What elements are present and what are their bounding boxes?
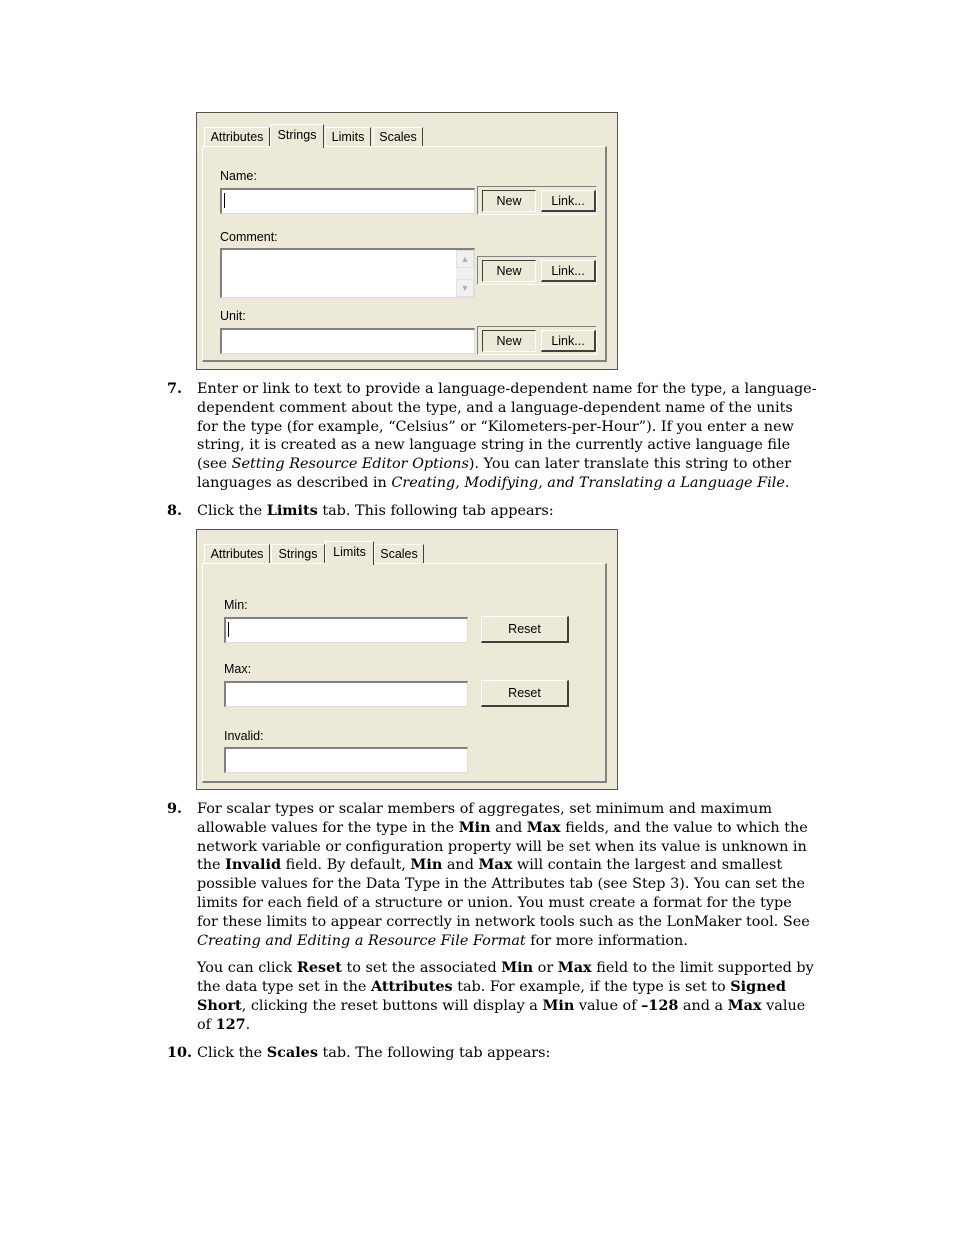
tab-strings[interactable]: Strings bbox=[271, 544, 325, 563]
name-button-group bbox=[477, 186, 597, 215]
paragraph: For scalar types or scalar members of aggregates, set minimum and maximum allowable values for the type in the Min and Max fields, and the value to which the network variable or configuration property will be set when its value is unknown in the Invalid field. By default, Min and Max will contain the largest and smallest possible values for the Data Type in the Attributes tab (see Step 3). You can set the limits for each field of a structure or union. You must create a format for the type for these limits to appear correctly in network tools such as the LonMaker tool. See Creating and Editing a Resource File Format for more information. bbox=[197, 801, 810, 949]
step-text bbox=[197, 800, 817, 1035]
tab-scales[interactable]: Scales bbox=[373, 127, 423, 146]
unit-button-group bbox=[477, 326, 597, 355]
min-label: Min: bbox=[224, 598, 248, 612]
comment-button-group bbox=[477, 256, 597, 285]
step-text: Click the Scales tab. The following tab appears: bbox=[197, 1044, 551, 1061]
name-link-button[interactable]: Link... bbox=[541, 190, 596, 212]
limits-dialog bbox=[196, 529, 618, 790]
name-new-button[interactable]: New bbox=[482, 190, 536, 212]
tab-limits[interactable]: Limits bbox=[325, 541, 374, 565]
invalid-label: Invalid: bbox=[224, 729, 264, 743]
tab-scales[interactable]: Scales bbox=[374, 544, 424, 563]
unit-field[interactable] bbox=[220, 328, 475, 354]
min-reset-button[interactable]: Reset bbox=[481, 616, 569, 643]
unit-link-button[interactable]: Link... bbox=[541, 330, 596, 352]
step-text: Enter or link to text to provide a language-dependent name for the type, a language-dependent comment about the type, and a language-dependent name of the units for the type (for example, “Celsius” or “Kilometers-per-Hour”). If you enter a new string, it is created as a new language string in the currently active language file (see Setting Resource Editor Options). You can later translate this string to other languages as described in Creating, Modifying, and Translating a Language File. bbox=[197, 381, 817, 491]
step-text: Click the Limits tab. This following tab appears: bbox=[197, 502, 554, 519]
text-caret bbox=[228, 622, 229, 637]
text-caret bbox=[224, 193, 225, 208]
name-label: Name: bbox=[220, 169, 257, 183]
name-field[interactable] bbox=[220, 188, 475, 214]
strings-dialog bbox=[196, 112, 618, 370]
min-field[interactable] bbox=[224, 617, 468, 643]
step-7 bbox=[167, 380, 817, 493]
step-8 bbox=[167, 502, 817, 521]
scroll-down-icon[interactable]: ▼ bbox=[456, 279, 474, 297]
comment-field[interactable] bbox=[220, 248, 475, 298]
unit-label: Unit: bbox=[220, 309, 246, 323]
unit-new-button[interactable]: New bbox=[482, 330, 536, 352]
tab-limits[interactable]: Limits bbox=[325, 127, 371, 146]
step-number: 9. bbox=[167, 800, 183, 817]
comment-new-button[interactable]: New bbox=[482, 260, 536, 282]
step-9 bbox=[167, 800, 817, 1044]
tab-attributes[interactable]: Attributes bbox=[204, 127, 270, 146]
invalid-field[interactable] bbox=[224, 747, 468, 773]
paragraph: You can click Reset to set the associated Min or Max field to the limit supported by the data type set in the Attributes tab. For example, if the type is set to Signed Short, clicking the reset buttons will display a Min value of –128 and a Max value of 127. bbox=[197, 959, 814, 1033]
tab-attributes[interactable]: Attributes bbox=[204, 544, 270, 563]
comment-scrollbar[interactable] bbox=[456, 250, 474, 297]
step-10 bbox=[167, 1044, 817, 1063]
step-number: 7. bbox=[167, 380, 183, 397]
tab-strings[interactable]: Strings bbox=[270, 124, 324, 148]
max-reset-button[interactable]: Reset bbox=[481, 680, 569, 707]
max-field[interactable] bbox=[224, 681, 468, 707]
step-number: 8. bbox=[167, 502, 183, 519]
max-label: Max: bbox=[224, 662, 252, 676]
scroll-up-icon[interactable]: ▲ bbox=[456, 250, 474, 268]
comment-link-button[interactable]: Link... bbox=[541, 260, 596, 282]
comment-label: Comment: bbox=[220, 230, 278, 244]
step-number: 10. bbox=[167, 1044, 193, 1061]
